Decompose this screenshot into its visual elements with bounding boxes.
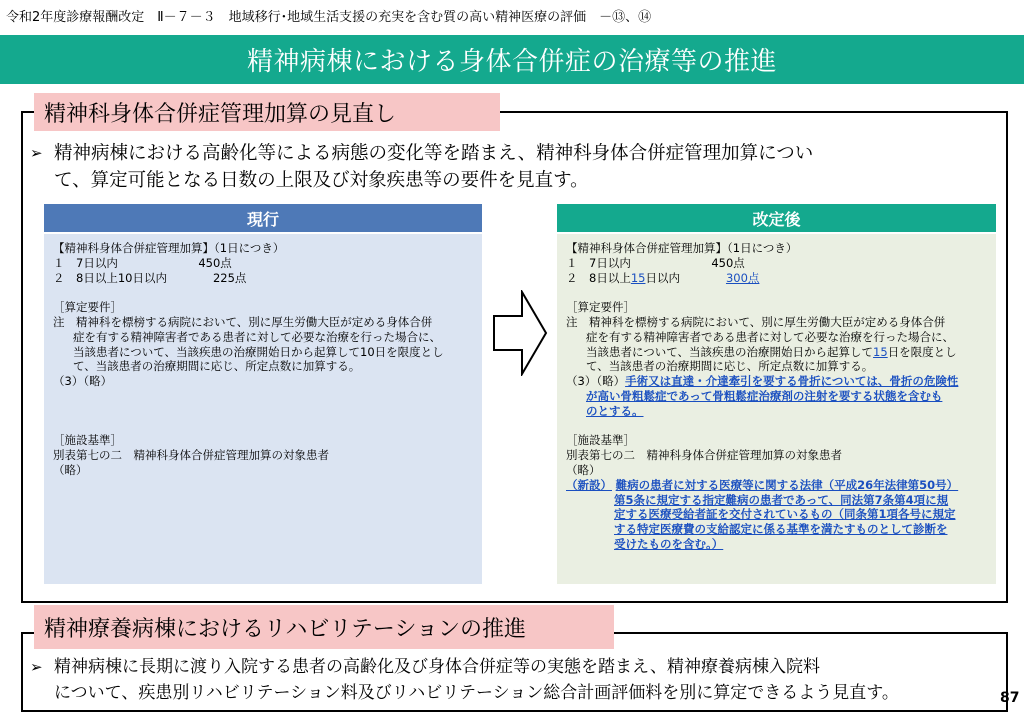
section1-title: 精神科身体合併症管理加算の見直し xyxy=(34,93,500,131)
current-line: （略） xyxy=(53,462,88,477)
revised-line xyxy=(566,478,987,493)
new-requirement-text: する特定医療費の支給認定に係る基準を満たすものとして診断を xyxy=(614,522,948,537)
current-line: 注 精神科を標榜する病院において、別に厚生労働大臣が定める身体合併 xyxy=(53,314,433,329)
page-number: 87 xyxy=(1000,690,1020,706)
changed-days: 15 xyxy=(873,344,888,359)
revised-line: （略） xyxy=(566,462,601,477)
current-line: 当該患者について、当該疾患の治療開始日から起算して10日を限度とし xyxy=(73,344,444,359)
current-line: ［算定要件］ xyxy=(53,300,122,315)
revised-line: ２ 8日以上15日以内 300点 xyxy=(566,270,760,285)
revised-column-body xyxy=(557,234,996,584)
section1-bullet-line2: て、算定可能となる日数の上限及び対象疾患等の要件を見直す。 xyxy=(54,170,589,191)
revised-line: 症を有する精神障害者である患者に対して必要な治療を行った場合に、 xyxy=(586,329,954,344)
section2-bullet-line2: について、疾患別リハビリテーション料及びリハビリテーション総合計画評価料を別に算定できるよう見直す。 xyxy=(54,683,899,703)
right-arrow-icon xyxy=(492,290,548,376)
section1-bullet xyxy=(30,140,996,194)
current-line: 別表第七の二 精神科身体合併症管理加算の対象患者 xyxy=(53,448,329,463)
new-requirement-text: 手術又は直達・介達牽引を要する骨折については、骨折の危険性 xyxy=(625,374,959,389)
current-line: （3）（略） xyxy=(53,374,113,389)
new-tag: （新設） xyxy=(566,477,612,492)
page-title: 精神病棟における身体合併症の治療等の推進 xyxy=(0,35,1024,84)
new-requirement-text: のとする。 xyxy=(586,403,644,418)
current-column-header: 現行 xyxy=(44,204,482,232)
changed-days: 15 xyxy=(630,270,646,285)
section2-bullet-line1: 精神病棟に長期に渡り入院する患者の高齢化及び身体合併症等の実態を踏まえ、精神療養病棟入院料 xyxy=(54,657,821,677)
new-requirement-text: 定する医療受給者証を交付されているもの（同条第1項各号に規定 xyxy=(614,507,956,522)
diamond-bullet-icon: ➢ xyxy=(30,144,43,162)
current-column-body xyxy=(44,234,482,584)
current-line: 【精神科身体合併症管理加算】（1日につき） xyxy=(53,241,285,255)
new-requirement-text: 受けたものを含む。） xyxy=(614,536,724,551)
revised-line: 別表第七の二 精神科身体合併症管理加算の対象患者 xyxy=(566,448,842,463)
section2-bullet xyxy=(30,654,1015,706)
changed-points: 300点 xyxy=(725,270,760,285)
revised-line: て、当該患者の治療期間に応じ、所定点数に加算する。 xyxy=(586,359,874,374)
current-line: て、当該患者の治療期間に応じ、所定点数に加算する。 xyxy=(73,359,361,374)
revised-line: １ 7日以内 450点 xyxy=(566,255,745,270)
revised-column-header: 改定後 xyxy=(557,204,996,232)
revised-line: ［施設基準］ xyxy=(566,433,635,448)
current-line: １ 7日以内 450点 xyxy=(53,255,232,270)
section1-bullet-line1: 精神病棟における高齢化等による病態の変化等を踏まえ、精神科身体合併症管理加算につい xyxy=(54,143,814,164)
revised-line: （3）（略）手術又は直達・介達牽引を要する骨折については、骨折の危険性 xyxy=(566,374,959,389)
current-line: ［施設基準］ xyxy=(53,433,122,448)
revised-line: 当該患者について、当該疾患の治療開始日から起算して15日を限度とし xyxy=(586,344,957,359)
current-line: ２ 8日以上10日以内 225点 xyxy=(53,270,247,285)
revised-line: 【精神科身体合併症管理加算】（1日につき） xyxy=(566,241,798,255)
new-requirement-text: 第5条に規定する指定難病の患者であって、同法第7条第4項に規 xyxy=(614,492,949,507)
diamond-bullet-icon: ➢ xyxy=(30,658,43,676)
current-line: 症を有する精神障害者である患者に対して必要な治療を行った場合に、 xyxy=(73,329,441,344)
revised-line: ［算定要件］ xyxy=(566,300,635,315)
new-requirement-text: が高い骨粗鬆症であって骨粗鬆症治療剤の注射を要する状態を含むも xyxy=(586,388,943,403)
section2-title: 精神療養病棟におけるリハビリテーションの推進 xyxy=(34,605,614,649)
breadcrumb: 令和2年度診療報酬改定 Ⅱ－７－３ 地域移行･地域生活支援の充実を含む質の高い精神医療の評価 －⑬、⑭ xyxy=(6,10,652,25)
revised-line: 注 精神科を標榜する病院において、別に厚生労働大臣が定める身体合併 xyxy=(566,314,946,329)
new-requirement-text: 難病の患者に対する医療等に関する法律（平成26年法律第50号） xyxy=(615,477,959,492)
